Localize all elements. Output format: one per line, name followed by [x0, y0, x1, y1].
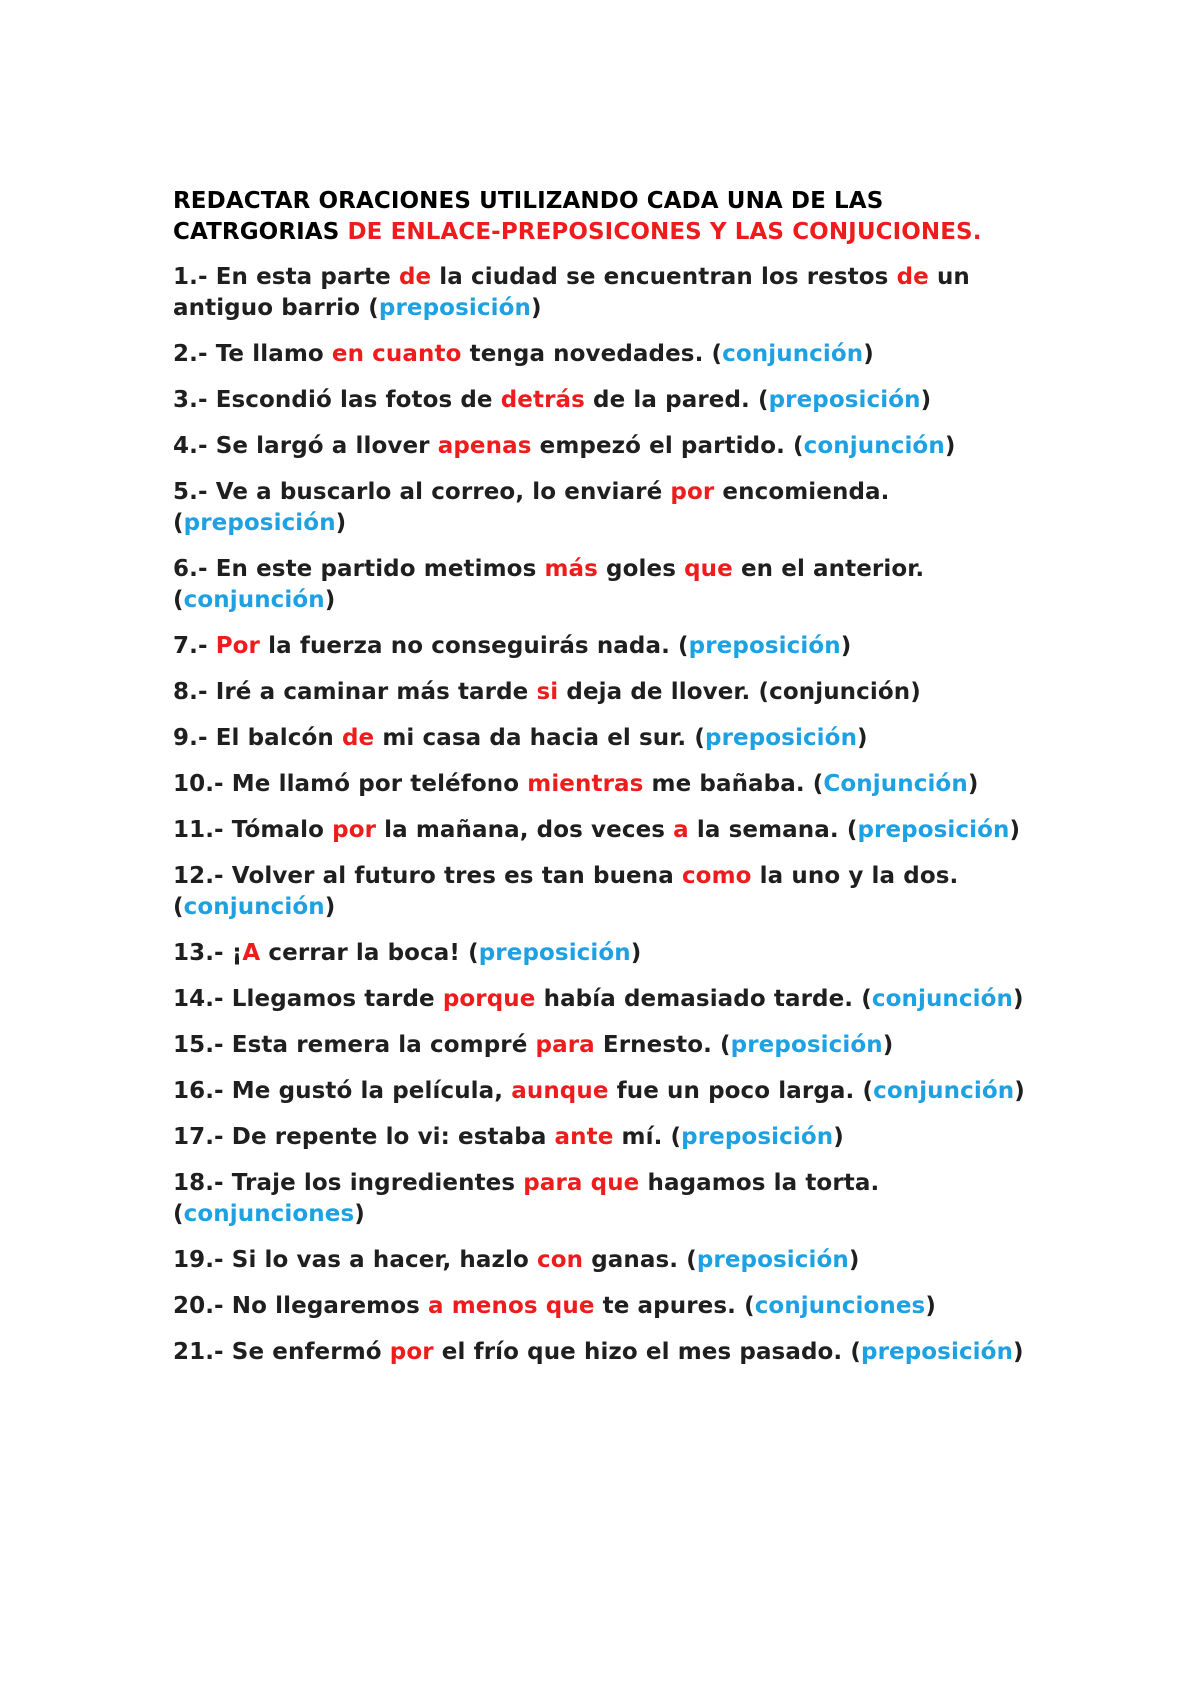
sentence-item	[173, 1245, 1053, 1276]
sentence-text: la ciudad se encuentran los restos	[431, 264, 897, 290]
sentence-text: 18.- Traje los ingredientes	[173, 1170, 524, 1196]
category-label: conjunción	[871, 986, 1013, 1012]
sentence-item	[173, 1291, 1053, 1322]
sentence-text: )	[530, 295, 542, 321]
sentence-item	[173, 1122, 1053, 1153]
highlighted-word: con	[537, 1247, 584, 1273]
highlighted-word: apenas	[437, 433, 532, 459]
sentence-text: encomienda. (	[173, 479, 890, 536]
category-label: conjunción	[803, 433, 945, 459]
sentence-text: )	[354, 1201, 365, 1227]
document-title	[173, 186, 1053, 248]
sentence-text: 14.- Llegamos tarde	[173, 986, 443, 1012]
category-label: preposición	[768, 387, 921, 413]
sentence-text: )	[944, 433, 956, 459]
sentence-text: 21.- Se enfermó	[173, 1339, 390, 1365]
sentence-text: 9.- El balcón	[173, 725, 342, 751]
highlighted-word: Por	[215, 633, 261, 659]
sentence-text: )	[925, 1293, 936, 1319]
sentence-text: 20.- No llegaremos	[173, 1293, 429, 1319]
highlighted-word: para	[535, 1032, 595, 1058]
sentence-text: )	[848, 1247, 860, 1273]
highlighted-word: A	[242, 940, 261, 966]
highlighted-word: de	[398, 264, 432, 290]
highlighted-word: detrás	[500, 387, 585, 413]
sentence-text: )	[1013, 986, 1024, 1012]
highlighted-word: en cuanto	[331, 341, 462, 367]
sentence-text: la semana. (	[688, 817, 858, 843]
sentence-text: tenga novedades. (	[461, 341, 723, 367]
sentence-text: te apures. (	[594, 1293, 755, 1319]
sentence-item	[173, 984, 1053, 1015]
sentence-text: )	[335, 510, 347, 536]
highlighted-word: que	[684, 556, 733, 582]
category-label: preposición	[688, 633, 841, 659]
sentence-item	[173, 262, 1053, 324]
document-page	[173, 186, 1053, 1383]
sentence-item	[173, 339, 1053, 370]
sentence-text: 4.- Se largó a llover	[173, 433, 438, 459]
category-label: preposición	[681, 1124, 834, 1150]
sentence-item	[173, 554, 1053, 616]
sentence-text: 12.- Volver al futuro tres es tan buena	[173, 863, 682, 889]
sentence-text: había demasiado tarde. (	[535, 986, 872, 1012]
category-label: preposición	[183, 510, 336, 536]
highlighted-word: por	[670, 479, 715, 505]
sentence-text: de la pared. (	[584, 387, 769, 413]
sentence-text: la fuerza no conseguirás nada. (	[260, 633, 689, 659]
sentence-text: 7.-	[173, 633, 216, 659]
sentence-text: ganas. (	[583, 1247, 697, 1273]
category-label: preposición	[730, 1032, 883, 1058]
sentence-item	[173, 385, 1053, 416]
category-label: conjunción	[183, 894, 325, 920]
category-label: preposición	[861, 1339, 1014, 1365]
sentence-item	[173, 1076, 1053, 1107]
sentence-text: 6.- En este partido metimos	[173, 556, 545, 582]
highlighted-word: ante	[554, 1124, 614, 1150]
sentence-item	[173, 769, 1053, 800]
sentence-text: mí. (	[613, 1124, 682, 1150]
sentence-item	[173, 723, 1053, 754]
highlighted-word: como	[681, 863, 752, 889]
sentence-text: 5.- Ve a buscarlo al correo, lo enviaré	[173, 479, 671, 505]
sentence-text: 16.- Me gustó la película,	[173, 1078, 512, 1104]
highlighted-word: por	[389, 1339, 434, 1365]
sentence-text: )	[1009, 817, 1021, 843]
sentence-item	[173, 477, 1053, 539]
category-label: preposición	[378, 295, 531, 321]
highlighted-word: a menos que	[428, 1293, 595, 1319]
sentence-text: en el anterior. (	[173, 556, 925, 613]
sentence-text: un antiguo barrio (	[173, 264, 970, 321]
sentence-item	[173, 1030, 1053, 1061]
highlighted-word: mientras	[527, 771, 644, 797]
highlighted-word: a	[673, 817, 689, 843]
sentence-text: 13.- ¡	[173, 940, 243, 966]
sentence-text: me bañaba. (	[643, 771, 824, 797]
sentence-text: el frío que hizo el mes pasado. (	[433, 1339, 861, 1365]
sentence-text: fue un poco larga. (	[608, 1078, 874, 1104]
sentence-text: )	[1013, 1339, 1024, 1365]
title-text: REDACTAR ORACIONES UTILIZANDO CADA UNA DE LAS CATRGORIAS	[173, 188, 884, 245]
sentence-list	[173, 262, 1053, 1368]
sentence-text: la mañana, dos veces	[376, 817, 674, 843]
sentence-text: 1.- En esta parte	[173, 264, 399, 290]
sentence-text: )	[857, 725, 868, 751]
sentence-text: 15.- Esta remera la compré	[173, 1032, 536, 1058]
sentence-text: mi casa da hacia el sur. (	[374, 725, 705, 751]
sentence-item	[173, 815, 1053, 846]
category-label: conjunciones	[754, 1293, 926, 1319]
category-label: conjunción	[722, 341, 864, 367]
sentence-text: )	[882, 1032, 894, 1058]
sentence-text: )	[863, 341, 874, 367]
category-label: preposición	[857, 817, 1010, 843]
highlighted-word: más	[544, 556, 598, 582]
sentence-text: 19.- Si lo vas a hacer, hazlo	[173, 1247, 537, 1273]
highlighted-word: de	[341, 725, 375, 751]
category-label: Conjunción	[823, 771, 968, 797]
highlighted-word: porque	[442, 986, 536, 1012]
sentence-text: 10.- Me llamó por teléfono	[173, 771, 528, 797]
category-label: preposición	[705, 725, 858, 751]
sentence-text: )	[840, 633, 852, 659]
sentence-text: hagamos la torta. (	[173, 1170, 880, 1227]
title-highlight: DE ENLACE-PREPOSICONES Y LAS CONJUCIONES.	[347, 219, 982, 245]
sentence-text: 17.- De repente lo vi: estaba	[173, 1124, 555, 1150]
sentence-text: 8.- Iré a caminar más tarde	[173, 679, 537, 705]
category-label: conjunción	[183, 587, 325, 613]
sentence-text: )	[920, 387, 932, 413]
sentence-text: )	[324, 894, 336, 920]
highlighted-word: para que	[523, 1170, 640, 1196]
sentence-text: )	[967, 771, 979, 797]
category-label: preposición	[696, 1247, 849, 1273]
highlighted-word: aunque	[511, 1078, 609, 1104]
sentence-text: )	[1014, 1078, 1025, 1104]
sentence-item	[173, 861, 1053, 923]
sentence-item	[173, 1168, 1053, 1230]
sentence-text: 11.- Tómalo	[173, 817, 333, 843]
highlighted-word: si	[536, 679, 559, 705]
sentence-text: )	[630, 940, 642, 966]
sentence-text: Ernesto. (	[594, 1032, 731, 1058]
sentence-item	[173, 431, 1053, 462]
highlighted-word: de	[896, 264, 929, 290]
sentence-text: deja de llover. (conjunción)	[558, 679, 921, 705]
sentence-text: 2.- Te llamo	[173, 341, 332, 367]
sentence-text: )	[833, 1124, 844, 1150]
sentence-item	[173, 631, 1053, 662]
sentence-text: )	[324, 587, 336, 613]
sentence-item	[173, 938, 1053, 969]
sentence-text: la uno y la dos. (	[173, 863, 959, 920]
category-label: preposición	[478, 940, 631, 966]
category-label: conjunción	[873, 1078, 1015, 1104]
sentence-text: goles	[597, 556, 685, 582]
sentence-text: empezó el partido. (	[531, 433, 804, 459]
sentence-item	[173, 1337, 1053, 1368]
sentence-text: 3.- Escondió las fotos de	[173, 387, 501, 413]
highlighted-word: por	[332, 817, 377, 843]
sentence-item	[173, 677, 1053, 708]
sentence-text: cerrar la boca! (	[260, 940, 479, 966]
category-label: conjunciones	[183, 1201, 355, 1227]
